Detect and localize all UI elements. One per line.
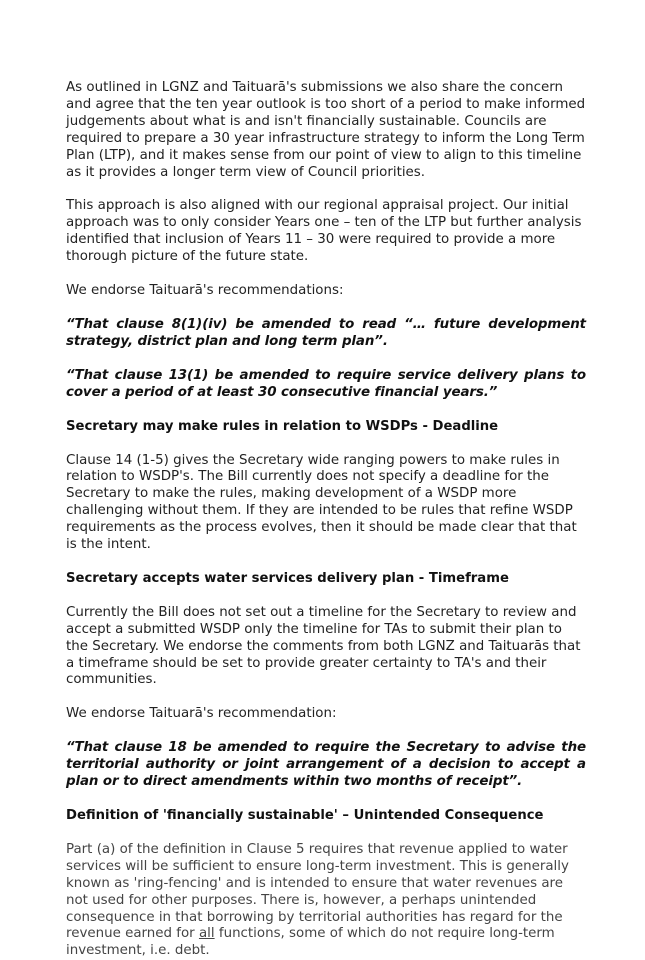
heading-financially-sustainable: Definition of 'financially sustainable' – Unintended Consequence [66, 808, 544, 823]
document-page [66, 80, 586, 960]
recommendation-clause-18: “That clause 18 be amended to require the Secretary to advise the territorial authority or joint arrangement of a decision to accept a plan or to direct amendments within two months of receipt”. [66, 740, 586, 790]
recommendation-clause-13: “That clause 13(1) be amended to require service delivery plans to cover a period of at least 30 consecutive financial years.” [66, 367, 586, 400]
paragraph-regional-appraisal: This approach is also aligned with our regional appraisal project. Our initial approach was to only consider Years one – ten of the LTP but further analysis identified that inclusion of Years 11 – 30 were required to provide a more thorough picture of the future state. [66, 198, 582, 265]
heading-plan-timeframe: Secretary accepts water services delivery plan - Timeframe [66, 570, 509, 586]
recommendation-clause-8: “That clause 8(1)(iv) be amended to read “… future development strategy, district plan and long term plan”. [66, 316, 586, 349]
paragraph-ten-year-outlook: As outlined in LGNZ and Taituarā's submissions we also share the concern and agree that the ten year outlook is too short of a period to make informed judgements about what is and isn't financially sustainable. Councils are required to prepare a 30 year infrastructure strategy to inform the Long Term Plan (LTP), and it makes sense from our point of view to align to this timeline as it provides a longer term view of Council priorities. [66, 80, 586, 180]
ring-fencing-text-end: functions, some of which do not require long-term investment, i.e. debt. [66, 926, 555, 959]
paragraph-ring-fencing [66, 842, 586, 960]
ring-fencing-text-start: Part (a) of the definition in Clause 5 requires that revenue applied to water services will be sufficient to ensure long-term investment. This is generally known as 'ring-fencing' and is intended to ensure that water revenues are not used for other purposes. There is, however, a perhaps unintended consequence in that borrowing by territorial authorities has regard for the revenue earned for [66, 841, 569, 942]
underlined-all: all [198, 926, 215, 942]
paragraph-review-timeline: Currently the Bill does not set out a timeline for the Secretary to review and accept a submitted WSDP only the timeline for TAs to submit their plan to the Secretary. We endorse the comments from both LGNZ and Taituarās that a timeframe should be set to provide greater certainty to TA's and their communities. [66, 604, 581, 688]
paragraph-clause-14: Clause 14 (1-5) gives the Secretary wide ranging powers to make rules in relation to WSDP's. The Bill currently does not specify a deadline for the Secretary to make the rules, making development of a WSDP more challenging without them. If they are intended to be rules that refine WSDP requirements as the process evolves, then it should be made clear that that is the intent. [66, 452, 577, 553]
paragraph-endorse-recommendations: We endorse Taituarā's recommendations: [66, 283, 344, 299]
heading-rules-deadline: Secretary may make rules in relation to WSDPs - Deadline [66, 418, 499, 434]
paragraph-endorse-recommendation: We endorse Taituarā's recommendation: [66, 706, 337, 722]
